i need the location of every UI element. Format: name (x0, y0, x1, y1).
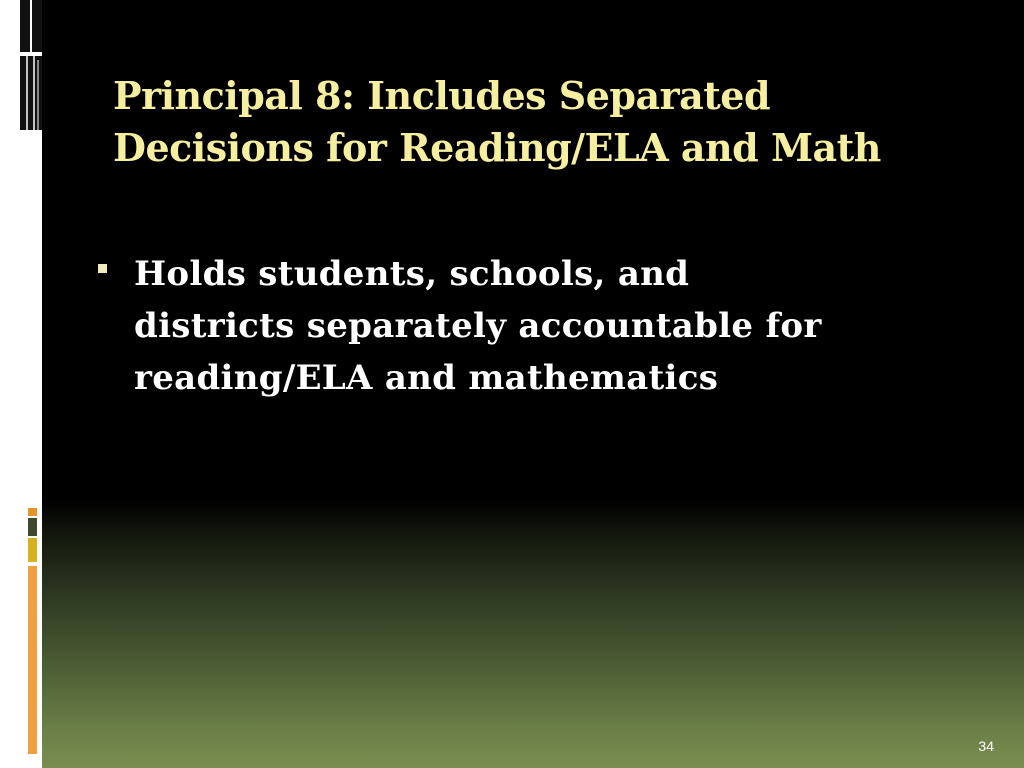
title-line-1: Principal 8: Includes Separated (113, 73, 771, 118)
slide-title (113, 70, 993, 174)
accent-bar-orange-top (28, 508, 37, 516)
bullet-item (96, 248, 956, 404)
page-number: 34 (978, 738, 994, 754)
window-pane-icon (0, 0, 42, 130)
square-bullet-icon (98, 264, 107, 273)
bullet-text-line-3: reading/ELA and mathematics (134, 358, 719, 398)
bullet-list (96, 248, 956, 404)
accent-bar-orange (28, 566, 37, 754)
bullet-text-line-2: districts separately accountable for (134, 306, 822, 346)
bullet-text-line-1: Holds students, schools, and (134, 254, 690, 294)
title-line-2: Decisions for Reading/ELA and Math (113, 125, 881, 170)
accent-bar-dark-green (28, 518, 37, 536)
accent-bar-gold (28, 538, 37, 562)
